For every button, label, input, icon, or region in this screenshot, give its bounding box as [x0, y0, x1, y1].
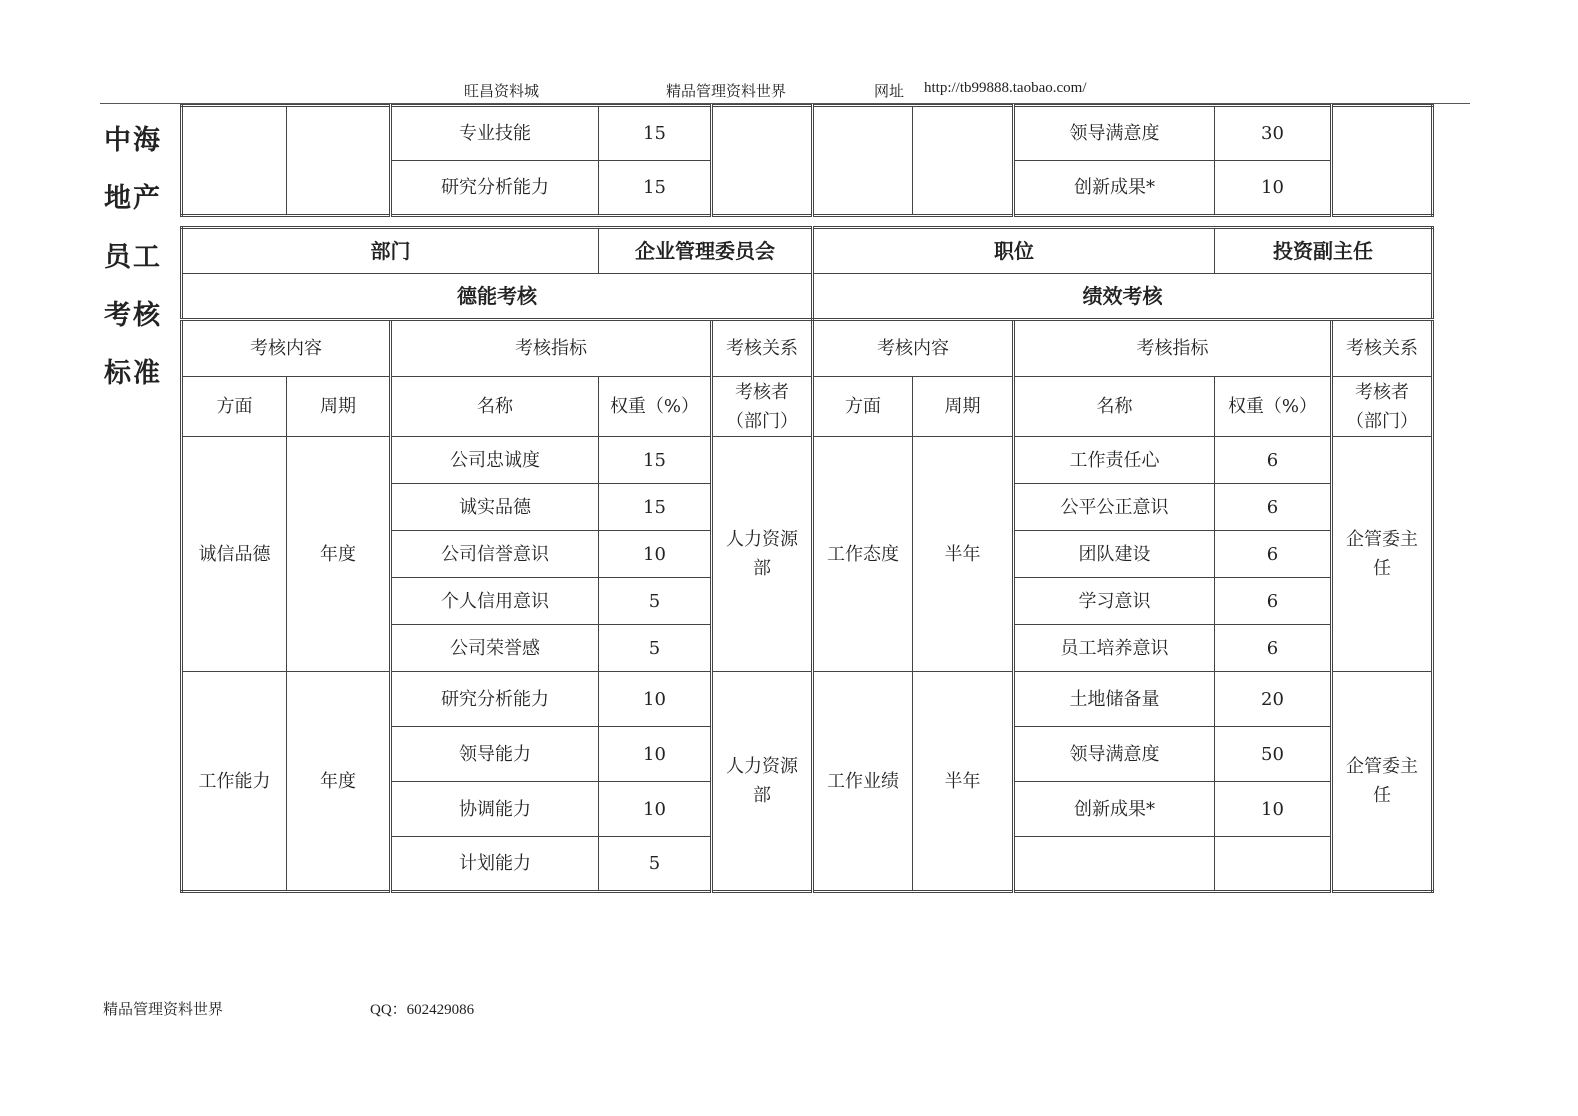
assessor-label-line: （部门） — [1346, 410, 1418, 432]
col-header-period: 周期 — [913, 377, 1014, 437]
top-index-weight: 15 — [599, 106, 712, 161]
col-header-period: 周期 — [287, 377, 391, 437]
side-title-line: 地产 — [104, 183, 162, 214]
header-world: 精品管理资料世界 — [666, 84, 787, 100]
index-name: 诚实品德 — [391, 484, 599, 531]
index-name: 计划能力 — [391, 837, 599, 892]
empty-cell — [287, 106, 391, 216]
index-weight: 5 — [599, 837, 712, 892]
index-name: 协调能力 — [391, 782, 599, 837]
footer-qq: QQ：602429086 — [370, 1002, 475, 1018]
col-header-aspect: 方面 — [182, 377, 287, 437]
dept-label: 部门 — [182, 228, 599, 274]
top-index-name: 研究分析能力 — [391, 161, 599, 216]
assessor-line: 任 — [1373, 558, 1391, 579]
period-cell: 年度 — [287, 672, 391, 892]
assessor-line: 人力资源 — [726, 756, 798, 777]
col-header-name: 名称 — [391, 377, 599, 437]
perf-index-name: 公平公正意识 — [1014, 484, 1215, 531]
top-perf-weight: 30 — [1215, 106, 1332, 161]
index-name: 研究分析能力 — [391, 672, 599, 727]
perf-period-cell: 半年 — [913, 437, 1014, 672]
index-name: 公司荣誉感 — [391, 625, 599, 672]
perf-index-name: 工作责任心 — [1014, 437, 1215, 484]
perf-index-weight — [1215, 837, 1332, 892]
perf-index-name — [1014, 837, 1215, 892]
col-header-name: 名称 — [1014, 377, 1215, 437]
col-header-weight: 权重（%） — [1215, 377, 1332, 437]
perf-index-weight: 6 — [1215, 531, 1332, 578]
header-shop: 旺昌资料城 — [464, 84, 540, 100]
section-title-performance: 绩效考核 — [813, 274, 1433, 320]
col-header-relation: 考核关系 — [1332, 320, 1433, 377]
section-title-ethics: 德能考核 — [182, 274, 813, 320]
col-header-index: 考核指标 — [1014, 320, 1332, 377]
index-name: 个人信用意识 — [391, 578, 599, 625]
perf-index-weight: 6 — [1215, 578, 1332, 625]
header-site-label: 网址 — [874, 84, 905, 100]
index-weight: 10 — [599, 531, 712, 578]
side-title-line: 中海 — [104, 125, 162, 156]
index-weight: 10 — [599, 672, 712, 727]
perf-index-name: 创新成果* — [1014, 782, 1215, 837]
assessor-label-line: （部门） — [726, 410, 798, 432]
header-url-link[interactable]: http://tb99888.taobao.com/ — [924, 80, 1087, 96]
assessor-cell — [712, 437, 813, 672]
index-name: 领导能力 — [391, 727, 599, 782]
index-weight: 5 — [599, 625, 712, 672]
assessor-line: 任 — [1373, 785, 1391, 806]
perf-assessor-cell — [1332, 672, 1433, 892]
perf-index-weight: 6 — [1215, 484, 1332, 531]
dept-value: 企业管理委员会 — [599, 228, 813, 274]
footer-brand: 精品管理资料世界 — [103, 1002, 224, 1018]
index-weight: 10 — [599, 727, 712, 782]
empty-cell — [913, 106, 1014, 216]
assessor-label-line: 考核者 — [1355, 381, 1409, 403]
top-index-weight: 15 — [599, 161, 712, 216]
top-perf-name: 领导满意度 — [1014, 106, 1215, 161]
table-row — [182, 437, 1433, 484]
perf-index-name: 员工培养意识 — [1014, 625, 1215, 672]
side-title-line: 员工 — [104, 242, 162, 273]
assessor-label-line: 考核者 — [735, 381, 789, 403]
empty-cell — [712, 106, 813, 216]
perf-index-weight: 20 — [1215, 672, 1332, 727]
index-name: 公司忠诚度 — [391, 437, 599, 484]
assessor-cell — [712, 672, 813, 892]
empty-cell — [182, 106, 287, 216]
col-header-assessor — [1332, 377, 1433, 437]
perf-index-weight: 50 — [1215, 727, 1332, 782]
assessor-line: 部 — [753, 785, 771, 806]
col-header-weight: 权重（%） — [599, 377, 712, 437]
perf-index-name: 土地储备量 — [1014, 672, 1215, 727]
perf-index-weight: 6 — [1215, 437, 1332, 484]
col-header-index: 考核指标 — [391, 320, 712, 377]
index-weight: 15 — [599, 484, 712, 531]
col-header-relation: 考核关系 — [712, 320, 813, 377]
index-name: 公司信誉意识 — [391, 531, 599, 578]
assessor-line: 人力资源 — [726, 529, 798, 550]
perf-aspect-cell: 工作业绩 — [813, 672, 913, 892]
aspect-cell: 工作能力 — [182, 672, 287, 892]
assessment-table — [180, 226, 1434, 893]
perf-index-weight: 10 — [1215, 782, 1332, 837]
top-index-name: 专业技能 — [391, 106, 599, 161]
col-header-content: 考核内容 — [182, 320, 391, 377]
col-header-content: 考核内容 — [813, 320, 1014, 377]
perf-index-name: 团队建设 — [1014, 531, 1215, 578]
col-header-assessor — [712, 377, 813, 437]
aspect-cell: 诚信品德 — [182, 437, 287, 672]
perf-aspect-cell: 工作态度 — [813, 437, 913, 672]
side-title-line: 标准 — [104, 358, 162, 389]
index-weight: 5 — [599, 578, 712, 625]
perf-index-name: 学习意识 — [1014, 578, 1215, 625]
col-header-aspect: 方面 — [813, 377, 913, 437]
empty-cell — [1332, 106, 1433, 216]
assessor-line: 部 — [753, 558, 771, 579]
top-perf-name: 创新成果* — [1014, 161, 1215, 216]
perf-index-weight: 6 — [1215, 625, 1332, 672]
perf-period-cell: 半年 — [913, 672, 1014, 892]
position-value: 投资副主任 — [1215, 228, 1433, 274]
assessor-line: 企管委主 — [1346, 529, 1418, 550]
index-weight: 10 — [599, 782, 712, 837]
position-label: 职位 — [813, 228, 1215, 274]
perf-index-name: 领导满意度 — [1014, 727, 1215, 782]
top-fragment-table — [180, 104, 1434, 217]
table-row — [182, 672, 1433, 727]
index-weight: 15 — [599, 437, 712, 484]
assessor-line: 企管委主 — [1346, 756, 1418, 777]
perf-assessor-cell — [1332, 437, 1433, 672]
side-title-line: 考核 — [104, 300, 162, 331]
top-perf-weight: 10 — [1215, 161, 1332, 216]
empty-cell — [813, 106, 913, 216]
period-cell: 年度 — [287, 437, 391, 672]
